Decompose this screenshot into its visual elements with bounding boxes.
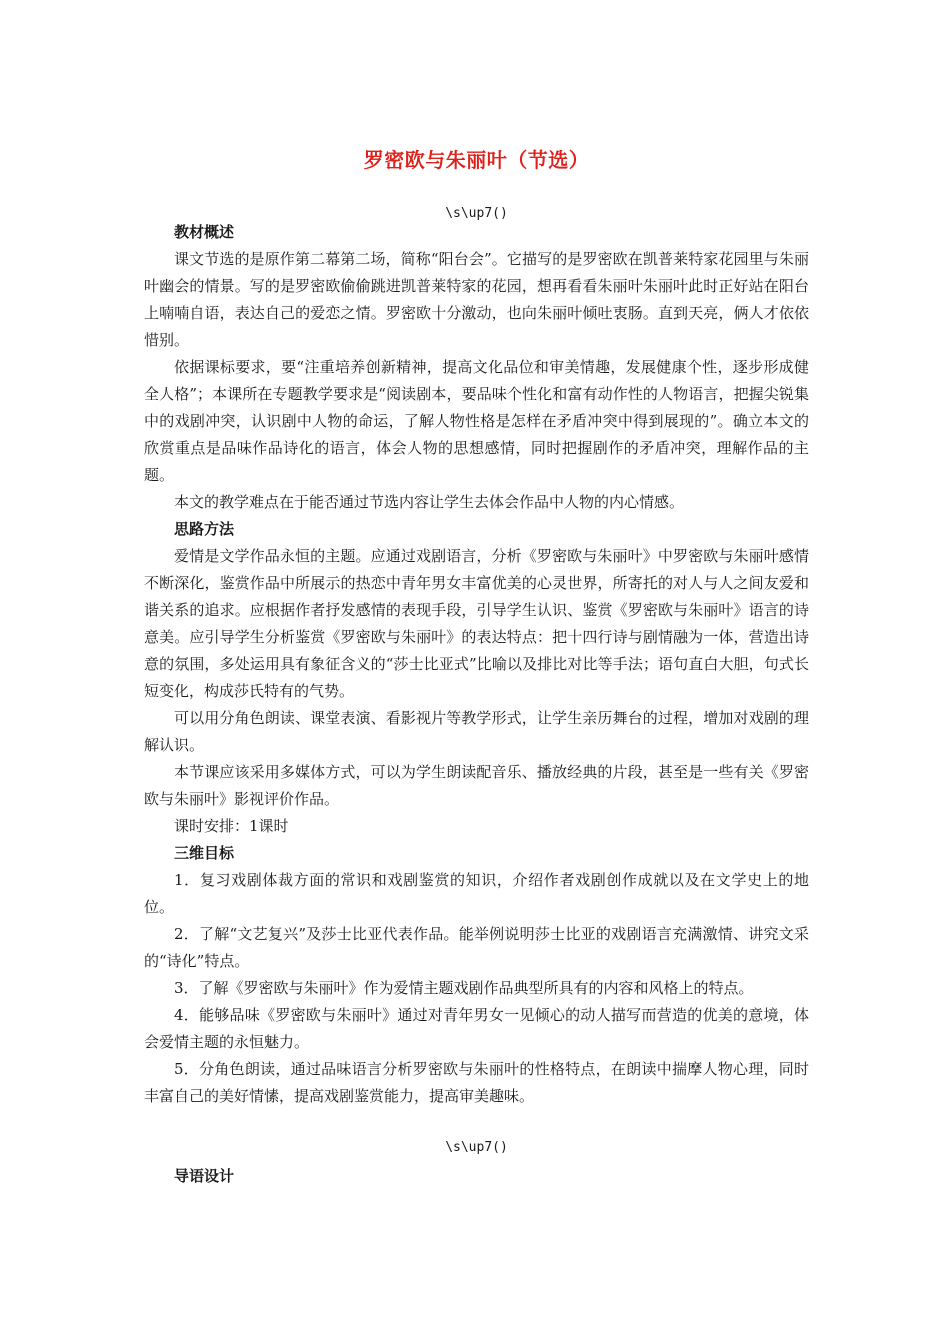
paragraph: 课文节选的是原作第二幕第二场，简称“阳台会”。它描写的是罗密欧在凯普莱特家花园里与朱丽叶幽会的情景。写的是罗密欧偷偷跳进凯普莱特家的花园，想再看看朱丽叶朱丽叶此时正好站在阳台上喃喃自语，表达自己的爱恋之情。罗密欧十分激动，也向朱丽叶倾吐衷肠。直到天亮，俩人才依依惜别。 <box>144 250 809 349</box>
goal-item: 2．了解“文艺复兴”及莎士比亚代表作品。能举例说明莎士比亚的戏剧语言充满激情、讲究文采的“诗化”特点。 <box>144 925 809 970</box>
paragraph: 依据课标要求，要“注重培养创新精神，提高文化品位和审美情趣，发展健康个性，逐步形成健全人格”；本课所在专题教学要求是“阅读剧本，要品味个性化和富有动作性的人物语言，把握尖锐集中的戏剧冲突，认识剧中人物的命运，了解人物性格是怎样在矛盾冲突中得到展现的”。确立本文的欣赏重点是品味作品诗化的语言，体会人物的思想感情，同时把握剧作的矛盾冲突，理解作品的主题。 <box>144 358 809 484</box>
goal-item: 3．了解《罗密欧与朱丽叶》作为爱情主题戏剧作品典型所具有的内容和风格上的特点。 <box>174 979 754 997</box>
content-block <box>144 1163 809 1190</box>
paragraph: 爱情是文学作品永恒的主题。应通过戏剧语言，分析《罗密欧与朱丽叶》中罗密欧与朱丽叶感情不断深化，鉴赏作品中所展示的热恋中青年男女丰富优美的心灵世界，所寄托的对人与人之间友爱和谐关系的追求。应根据作者抒发感情的表现手段，引导学生认识、鉴赏《罗密欧与朱丽叶》语言的诗意美。应引导学生分析鉴赏《罗密欧与朱丽叶》的表达特点：把十四行诗与剧情融为一体，营造出诗意的氛围，多处运用具有象征含义的“莎士比亚式”比喻以及排比对比等手法；语句直白大胆，句式长短变化，构成莎氏特有的气势。 <box>144 547 809 700</box>
goal-item: 5．分角色朗读，通过品味语言分析罗密欧与朱丽叶的性格特点，在朗读中揣摩人物心理，同时丰富自己的美好情愫，提高戏剧鉴赏能力，提高审美趣味。 <box>144 1060 809 1105</box>
field-code-marker: \s\up7() <box>445 206 508 221</box>
field-code-marker: \s\up7() <box>445 1140 508 1155</box>
page-title: 罗密欧与朱丽叶（节选） <box>363 148 590 172</box>
section-heading-method: 思路方法 <box>174 520 235 538</box>
goal-item: 1．复习戏剧体裁方面的常识和戏剧鉴赏的知识，介绍作者戏剧创作成就以及在文学史上的地位。 <box>144 871 809 916</box>
paragraph: 可以用分角色朗读、课堂表演、看影视片等教学形式，让学生亲历舞台的过程，增加对戏剧的理解认识。 <box>144 709 809 754</box>
section-heading-intro: 导语设计 <box>174 1167 235 1185</box>
section-heading-goals: 三维目标 <box>174 844 235 862</box>
paragraph: 课时安排：1课时 <box>174 817 289 835</box>
section-heading-overview: 教材概述 <box>174 223 235 241</box>
paragraph: 本节课应该采用多媒体方式，可以为学生朗读配音乐、播放经典的片段，甚至是一些有关《罗密欧与朱丽叶》影视评价作品。 <box>144 763 809 808</box>
paragraph: 本文的教学难点在于能否通过节选内容让学生去体会作品中人物的内心情感。 <box>174 493 685 511</box>
content-block <box>144 219 809 1110</box>
goal-item: 4．能够品味《罗密欧与朱丽叶》通过对青年男女一见倾心的动人描写而营造的优美的意境，体会爱情主题的永恒魅力。 <box>144 1006 809 1051</box>
